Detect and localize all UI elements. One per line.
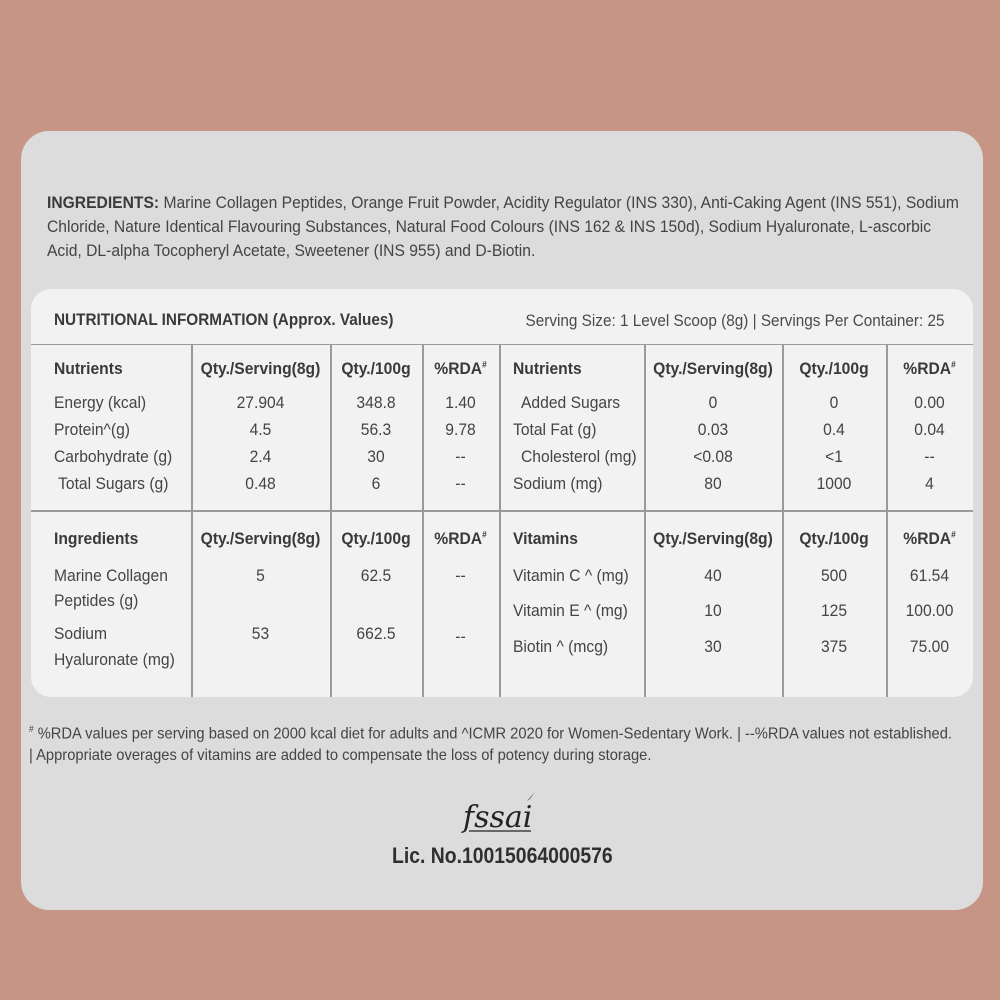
nutrient-rda: 0.00 — [914, 393, 945, 412]
nutrient-100g: 0.4 — [823, 420, 845, 439]
ingredients-list: Marine Collagen Peptides, Orange Fruit Powder, Acidity Regulator (INS 330), Anti-Caking Agent (INS 551), Sodium Chloride, Nature Identical Flavouring Substances, Natural Food Colours (INS 162 & INS 150d), Sodium Hyaluronate, L-ascorbic Acid, DL-alpha Tocopheryl Acetate, Sweetener (INS 955) and D-Biotin. — [47, 193, 959, 260]
ingredients-label: INGREDIENTS: — [47, 193, 160, 212]
nutrition-title: NUTRITIONAL INFORMATION (Approx. Values) — [54, 310, 394, 329]
nutrient-name: Energy (kcal) — [54, 393, 147, 412]
footnote-mark: # — [29, 724, 34, 734]
ingredients-text — [47, 191, 962, 263]
vitamin-name: Vitamin C ^ (mg) — [513, 566, 629, 585]
grid-line — [191, 344, 193, 697]
nutrient-rda: -- — [455, 447, 466, 466]
grid-line — [422, 344, 424, 697]
col-header-100g-right: Qty./100g — [799, 529, 869, 548]
serving-info: Serving Size: 1 Level Scoop (8g) | Servings Per Container: 25 — [525, 311, 945, 330]
nutrient-name: Total Sugars (g) — [54, 474, 169, 493]
vitamin-serving: 40 — [704, 566, 722, 585]
ingredient-serving: 53 — [251, 624, 270, 643]
nutrient-name: Carbohydrate (g) — [54, 447, 173, 466]
col-header-serving-right: Qty./Serving(8g) — [653, 529, 773, 548]
nutrition-panel — [31, 289, 973, 697]
grid-line — [31, 510, 973, 512]
nutrient-serving: 0.48 — [245, 474, 276, 493]
footnote — [29, 718, 958, 767]
nutrient-100g: 348.8 — [356, 393, 396, 412]
ingredient-name: Marine Collagen — [54, 566, 168, 585]
vitamin-rda: 75.00 — [909, 637, 950, 656]
col-header-rda-right: %RDA# — [903, 529, 956, 548]
nutrient-serving: 27.904 — [236, 393, 285, 412]
nutrition-header — [31, 289, 973, 345]
col-header-nutrients: Nutrients — [54, 359, 123, 378]
nutrient-serving: 4.5 — [249, 420, 272, 439]
nutrient-serving: 2.4 — [249, 447, 272, 466]
grid-line — [644, 344, 646, 697]
grid-line — [886, 344, 888, 697]
label-card — [21, 131, 983, 910]
nutrient-name: Cholesterol (mg) — [521, 447, 637, 466]
vitamin-100g: 125 — [820, 601, 848, 620]
nutrient-100g: <1 — [825, 447, 843, 466]
ingredient-name-line2: Peptides (g) — [54, 591, 139, 610]
nutrient-serving: 0 — [708, 393, 718, 412]
ingredient-serving: 5 — [256, 566, 265, 585]
license-number: Lic. No.10015064000576 — [391, 843, 613, 868]
nutrient-rda: 9.78 — [445, 420, 476, 439]
nutrient-serving: 80 — [704, 474, 722, 493]
grid-line — [499, 344, 501, 697]
nutrient-rda: -- — [924, 447, 935, 466]
col-header-serving-right: Qty./Serving(8g) — [653, 359, 773, 378]
col-header-ingredients: Ingredients — [54, 529, 139, 548]
col-header-rda: %RDA# — [434, 359, 487, 378]
nutrient-100g: 30 — [367, 447, 385, 466]
col-header-100g-right: Qty./100g — [799, 359, 869, 378]
col-header-100g: Qty./100g — [341, 359, 411, 378]
nutrient-rda: 4 — [925, 474, 934, 493]
col-header-rda: %RDA# — [434, 529, 487, 548]
vitamin-100g: 375 — [820, 637, 848, 656]
nutrient-rda: -- — [455, 474, 466, 493]
nutrient-name: Protein^(g) — [54, 420, 131, 439]
vitamin-rda: 100.00 — [905, 601, 954, 620]
vitamin-serving: 30 — [704, 637, 722, 656]
nutrient-rda: 1.40 — [445, 393, 476, 412]
col-header-serving: Qty./Serving(8g) — [200, 359, 321, 378]
nutrient-name: Total Fat (g) — [513, 420, 597, 439]
nutrient-100g: 56.3 — [360, 420, 392, 439]
ingredient-rda: -- — [455, 566, 466, 585]
grid-line — [782, 344, 784, 697]
col-header-vitamins: Vitamins — [513, 529, 578, 548]
ingredient-name: Sodium — [54, 624, 108, 643]
nutrient-serving: 0.03 — [697, 420, 729, 439]
nutrient-100g: 6 — [371, 474, 381, 493]
vitamin-100g: 500 — [820, 566, 848, 585]
ingredient-100g: 662.5 — [356, 624, 396, 643]
ingredient-rda: -- — [455, 627, 466, 646]
nutrient-100g: 1000 — [816, 474, 852, 493]
fssai-logo — [461, 789, 541, 839]
fssai-logo-text: fssai — [463, 800, 533, 835]
footnote-text: %RDA values per serving based on 2000 kcal diet for adults and ^ICMR 2020 for Women-Sedentary Work. | --%RDA values not established. | Appropriate overages of vitamins are added to compensate the loss of potency during storage. — [29, 725, 952, 765]
ingredient-name-line2: Hyaluronate (mg) — [54, 650, 175, 669]
vitamin-rda: 61.54 — [909, 566, 950, 585]
col-header-nutrients-right: Nutrients — [513, 359, 582, 378]
nutrient-serving: <0.08 — [693, 447, 733, 466]
col-header-100g: Qty./100g — [341, 529, 411, 548]
grid-line — [330, 344, 332, 697]
nutrient-name: Sodium (mg) — [513, 474, 603, 493]
col-header-rda-right: %RDA# — [903, 359, 956, 378]
nutrient-rda: 0.04 — [914, 420, 945, 439]
col-header-serving: Qty./Serving(8g) — [200, 529, 321, 548]
vitamin-name: Vitamin E ^ (mg) — [513, 601, 628, 620]
ingredient-100g: 62.5 — [360, 566, 392, 585]
vitamin-serving: 10 — [704, 601, 722, 620]
vitamin-name: Biotin ^ (mcg) — [513, 637, 609, 656]
nutrient-100g: 0 — [829, 393, 839, 412]
nutrient-name: Added Sugars — [521, 393, 621, 412]
